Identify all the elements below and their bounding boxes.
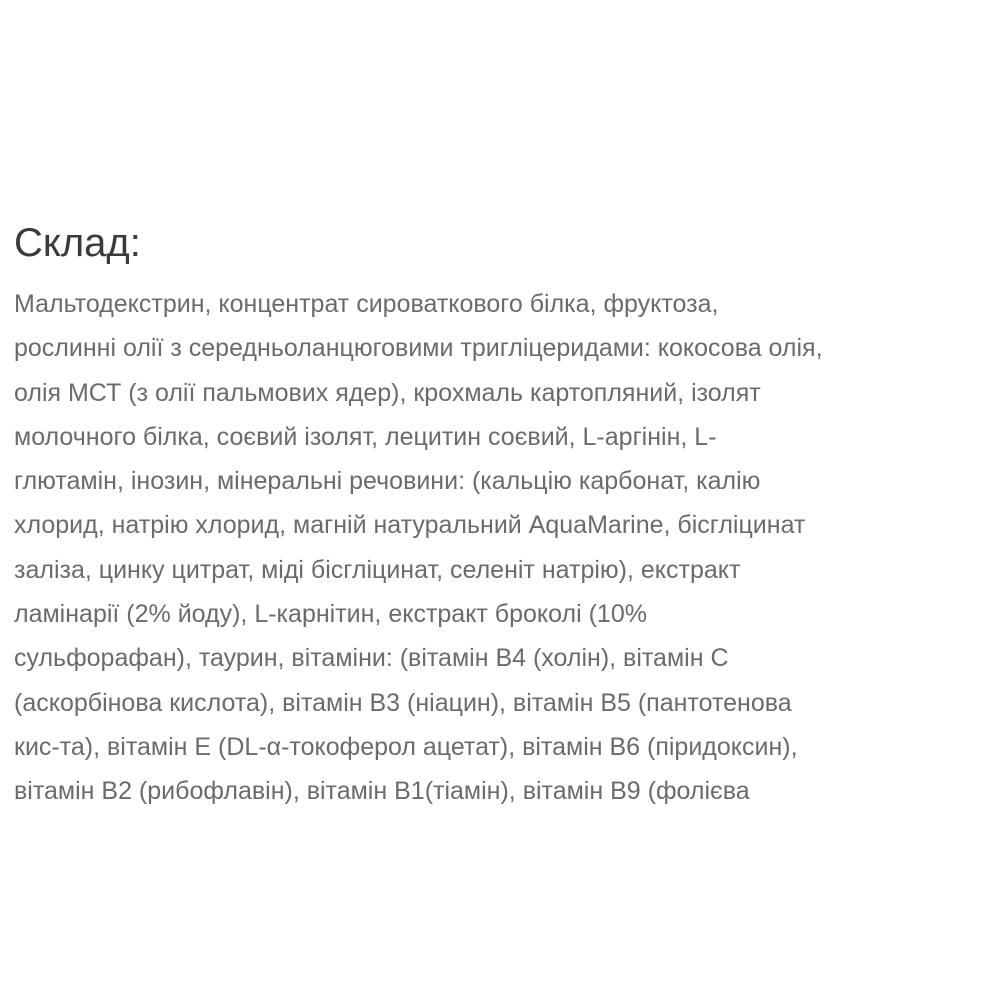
ingredients-line: рослинні олії з середньоланцюговими тригліцеридами: кокосова олія, [14, 334, 823, 363]
ingredients-line: заліза, цинку цитрат, міді бісгліцинат, селеніт натрію), екстракт [14, 555, 741, 584]
ingredients-line: Мальтодекстрин, концентрат сироваткового білка, фруктоза, [14, 290, 719, 318]
composition-heading: Склад: [14, 221, 141, 265]
ingredients-line: олія МСТ (з олії пальмових ядер), крохмаль картопляний, ізолят [14, 378, 761, 407]
ingredients-line: молочного білка, соєвий ізолят, лецитин соєвий, L-аргінін, L- [14, 422, 717, 451]
ingredients-line: (аскорбінова кислота), вітамін В3 (ніацин), вітамін В5 (пантотенова [14, 688, 792, 717]
composition-section [14, 218, 994, 814]
ingredients-line: ламінарії (2% йоду), L-карнітин, екстракт броколі (10% [14, 600, 647, 629]
ingredients-line: вітамін В2 (рибофлавін), вітамін В1(тіамін), вітамін В9 (фолієва [14, 777, 750, 806]
ingredients-line: глютамін, інозин, мінеральні речовини: (кальцію карбонат, калію [14, 467, 761, 496]
ingredients-line: кис-та), вітамін Е (DL-α-токоферол ацетат), вітамін В6 (піридоксин), [14, 732, 798, 761]
ingredients-line: сульфорафан), таурин, вітаміни: (вітамін В4 (холін), вітамін С [14, 644, 729, 673]
ingredients-text [14, 282, 994, 814]
ingredients-line: хлорид, натрію хлорид, магній натуральний AquaMarine, бісгліцинат [14, 511, 806, 540]
